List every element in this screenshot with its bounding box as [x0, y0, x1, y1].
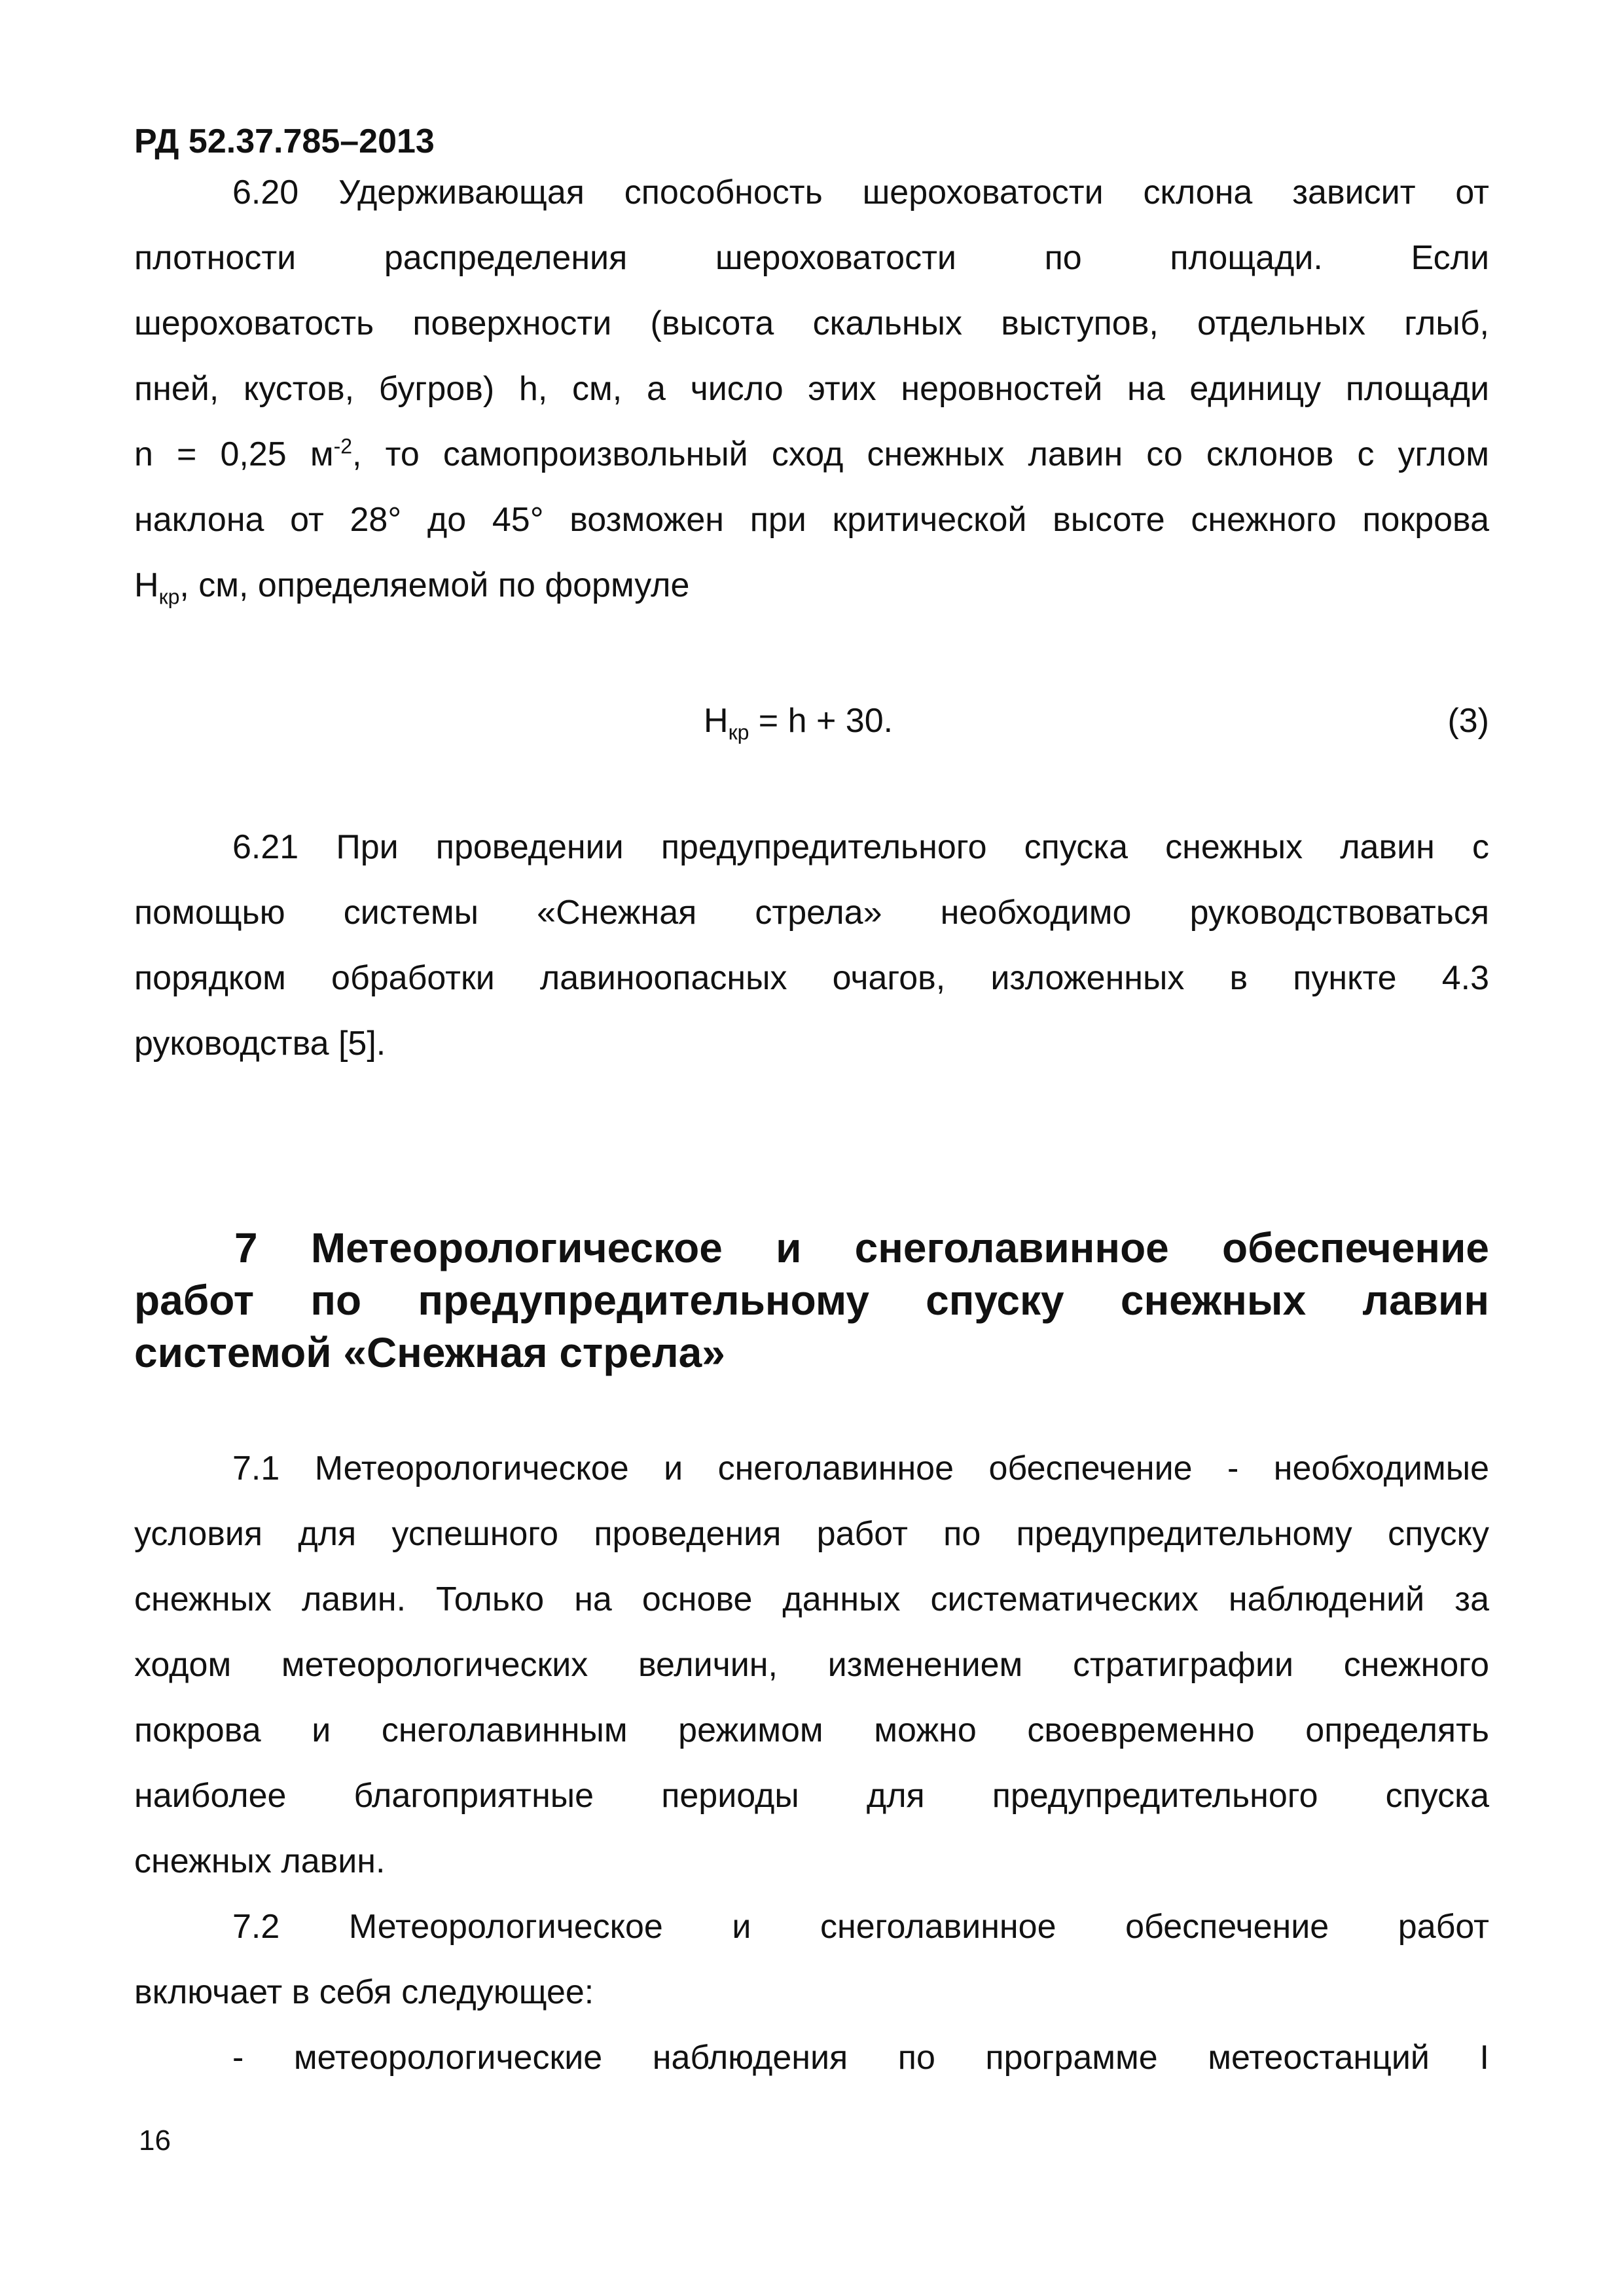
section-7-heading-line-1: 7 Метеорологическое и снеголавинное обеспечение [234, 1224, 1489, 1271]
paragraph-7-1-line-6: наиболее благоприятные периоды для предупредительного спуска [134, 1777, 1489, 1815]
formula-rhs: = h + 30. [749, 702, 893, 740]
formula-lhs: H [704, 702, 729, 740]
paragraph-7-1-line-7: снежных лавин. [134, 1842, 386, 1880]
paragraph-6-20-line-7 [134, 568, 1489, 608]
paragraph-7-2-line-2: включает в себя следующее: [134, 1973, 594, 2011]
formula-3 [704, 702, 893, 744]
paragraph-6-21-line-1: 6.21 При проведении предупредительного спуска снежных лавин с [232, 828, 1489, 866]
paragraph-6-20-line-1: 6.20 Удерживающая способность шероховатости склона зависит от [232, 173, 1489, 211]
h-symbol: H [134, 566, 159, 604]
paragraph-6-21-line-2: помощью системы «Снежная стрела» необходимо руководствоваться [134, 894, 1489, 932]
superscript-minus-2: -2 [333, 434, 353, 458]
document-code-header: РД 52.37.785–2013 [134, 122, 435, 160]
paragraph-6-21-line-3: порядком обработки лавиноопасных очагов, изложенных в пункте 4.3 [134, 959, 1489, 997]
line-5-start: n = 0,25 м [134, 435, 334, 473]
paragraph-6-21-line-4: руководства [5]. [134, 1025, 386, 1063]
paragraph-6-20-line-4: пней, кустов, бугров) h, см, а число этих неровностей на единицу площади [134, 370, 1489, 408]
paragraph-7-1-line-2: условия для успешного проведения работ по предупредительному спуску [134, 1515, 1489, 1553]
section-7-heading-line-3: системой «Снежная стрела» [134, 1329, 725, 1376]
paragraph-7-1-line-1: 7.1 Метеорологическое и снеголавинное обеспечение - необходимые [232, 1449, 1489, 1487]
paragraph-6-20-line-2: плотности распределения шероховатости по площади. Если [134, 239, 1489, 277]
paragraph-7-1-line-3: снежных лавин. Только на основе данных систематических наблюдений за [134, 1580, 1489, 1618]
formula-subscript: кр [728, 720, 749, 744]
paragraph-6-20-line-6: наклона от 28° до 45° возможен при критической высоте снежного покрова [134, 501, 1489, 539]
formula-number: (3) [1447, 702, 1489, 740]
line-5-end: , то самопроизвольный сход снежных лавин со склонов с углом [352, 435, 1489, 473]
subscript-kr: кр [158, 585, 180, 609]
paragraph-6-20-line-5 [134, 434, 1489, 477]
page-number: 16 [139, 2124, 171, 2157]
section-7-heading-line-2: работ по предупредительному спуску снежных лавин [134, 1277, 1489, 1324]
paragraph-7-2-line-1: 7.2 Метеорологическое и снеголавинное обеспечение работ [232, 1908, 1489, 1946]
list-item-meteorological-observations: - метеорологические наблюдения по программе метеостанций I [232, 2039, 1489, 2077]
line-7-end: , см, определяемой по формуле [179, 566, 690, 604]
paragraph-6-20-line-3: шероховатость поверхности (высота скальных выступов, отдельных глыб, [134, 304, 1489, 342]
paragraph-7-1-line-5: покрова и снеголавинным режимом можно своевременно определять [134, 1711, 1489, 1749]
paragraph-7-1-line-4: ходом метеорологических величин, изменением стратиграфии снежного [134, 1646, 1489, 1684]
